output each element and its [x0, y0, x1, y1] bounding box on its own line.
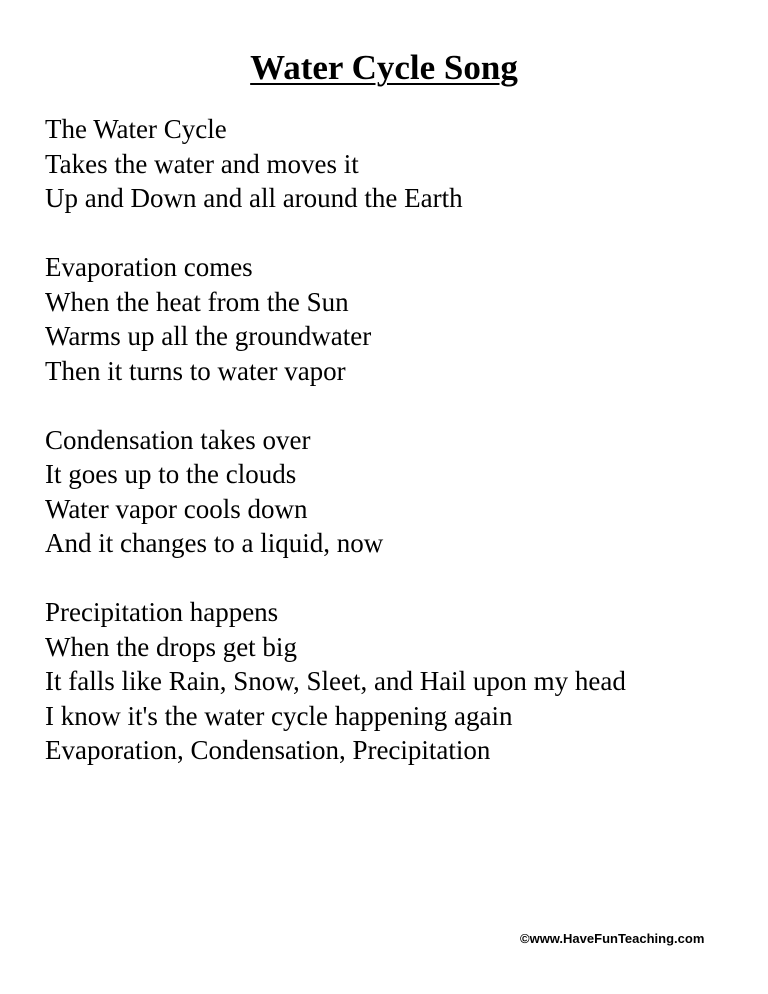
stanza-2: [45, 250, 745, 388]
stanza-1: [45, 112, 745, 216]
lyric-line: When the heat from the Sun: [45, 286, 349, 317]
lyric-line: And it changes to a liquid, now: [45, 528, 384, 558]
lyric-line: Takes the water and moves it: [45, 148, 359, 179]
lyric-line: Precipitation happens: [45, 597, 279, 627]
lyric-line: It goes up to the clouds: [45, 459, 297, 489]
copyright-footer: ©www.HaveFunTeaching.com: [520, 931, 705, 946]
song-lyrics: [45, 112, 745, 768]
lyric-line: Warms up all the groundwater: [45, 321, 372, 351]
lyric-line: Up and Down and all around the Earth: [45, 183, 463, 213]
lyric-line: I know it's the water cycle happening again: [45, 700, 513, 731]
stanza-3: [45, 423, 745, 561]
lyric-line: Water vapor cools down: [45, 493, 308, 524]
lyric-line: Evaporation comes: [45, 252, 253, 282]
lyric-line: Evaporation, Condensation, Precipitation: [45, 735, 491, 765]
stanza-4: [45, 595, 745, 768]
lyric-line: When the drops get big: [45, 631, 297, 662]
lyric-line: Condensation takes over: [45, 424, 311, 455]
page-title: Water Cycle Song: [250, 48, 518, 87]
lyric-line: Then it turns to water vapor: [45, 355, 346, 386]
lyric-line: The Water Cycle: [45, 114, 227, 144]
lyric-line: It falls like Rain, Snow, Sleet, and Hail upon my head: [45, 666, 626, 696]
